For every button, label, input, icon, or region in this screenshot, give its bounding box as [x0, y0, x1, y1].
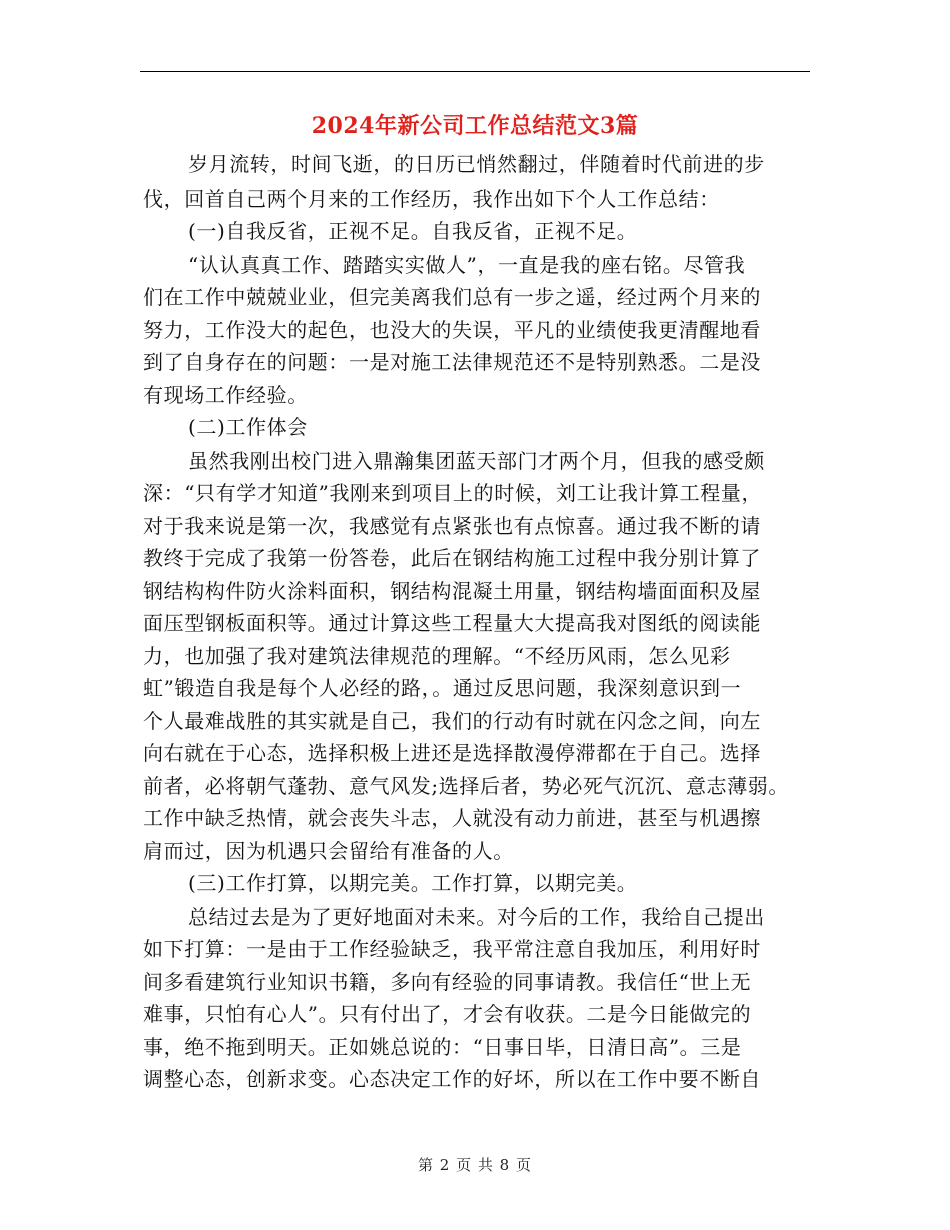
body-line: 有现场工作经验。: [143, 383, 308, 407]
body-line: 对于我来说是第一次，我感觉有点紧张也有点惊喜。通过我不断的请: [143, 514, 761, 538]
body-line: 调整心态，创新求变。心态决定工作的好坏，所以在工作中要不断自: [143, 1067, 761, 1091]
section-heading: (二)工作体会: [188, 415, 308, 439]
body-line: 事，绝不拖到明天。正如姚总说的：“日事日毕，日清日高”。三是: [143, 1035, 742, 1059]
body-line: 深：“只有学才知道”我刚来到项目上的时候，刘工让我计算工程量，: [143, 481, 763, 505]
body-line: 伐，回首自己两个月来的工作经历，我作出如下个人工作总结：: [143, 187, 720, 211]
body-line: 面压型钢板面积等。通过计算这些工程量大大提高我对图纸的阅读能: [143, 611, 761, 635]
body-line: 力，也加强了我对建筑法律规范的理解。“不经历风雨，怎么见彩: [143, 644, 731, 668]
body-line: 努力，工作没大的起色，也没大的失误，平凡的业绩使我更清醒地看: [143, 318, 761, 342]
document-title: 2024年新公司工作总结范文3篇: [311, 113, 639, 139]
body-line: “认认真真工作、踏踏实实做人”，一直是我的座右铭。尽管我: [188, 253, 746, 277]
body-line: 们在工作中兢兢业业，但完美离我们总有一步之遥，经过两个月来的: [143, 285, 761, 309]
body-line: 到了自身存在的问题：一是对施工法律规范还不是特别熟悉。二是没: [143, 350, 761, 374]
body-line: 难事，只怕有心人”。只有付出了，才会有收获。二是今日能做完的: [143, 1002, 752, 1026]
body-line: 个人最难战胜的其实就是自己，我们的行动有时就在闪念之间，向左: [143, 709, 761, 733]
body-line: 教终于完成了我第一份答卷，此后在钢结构施工过程中我分别计算了: [143, 546, 761, 570]
body-line: 前者，必将朝气蓬勃、意气风发;选择后者，势必死气沉沉、意志薄弱。: [143, 774, 789, 798]
body-line: 岁月流转，时间飞逝，的日历已悄然翻过，伴随着时代前进的步: [188, 152, 765, 176]
body-line: 工作中缺乏热情，就会丧失斗志，人就没有动力前进，甚至与机遇擦: [143, 806, 761, 830]
body-line: 总结过去是为了更好地面对未来。对今后的工作，我给自己提出: [188, 905, 765, 929]
body-line: 钢结构构件防火涂料面积，钢结构混凝土用量，钢结构墙面面积及屋: [143, 579, 761, 603]
page-number: 第 2 页 共 8 页: [418, 1156, 532, 1174]
section-heading: (三)工作打算，以期完美。工作打算，以期完美。: [188, 871, 638, 895]
body-line: 如下打算：一是由于工作经验缺乏，我平常注意自我加压，利用好时: [143, 937, 761, 961]
body-line: 向右就在于心态，选择积极上进还是选择散漫停滞都在于自己。选择: [143, 741, 761, 765]
body-line: 肩而过，因为机遇只会留给有准备的人。: [143, 839, 514, 863]
section-heading: (一)自我反省，正视不足。自我反省，正视不足。: [188, 219, 638, 243]
body-line: 间多看建筑行业知识书籍，多向有经验的同事请教。我信任“世上无: [143, 970, 752, 994]
body-line: 虽然我刚出校门进入鼎瀚集团蓝天部门才两个月，但我的感受颇: [188, 449, 765, 473]
body-line: 虹”锻造自我是每个人必经的路，。通过反思问题，我深刻意识到一: [143, 676, 742, 700]
